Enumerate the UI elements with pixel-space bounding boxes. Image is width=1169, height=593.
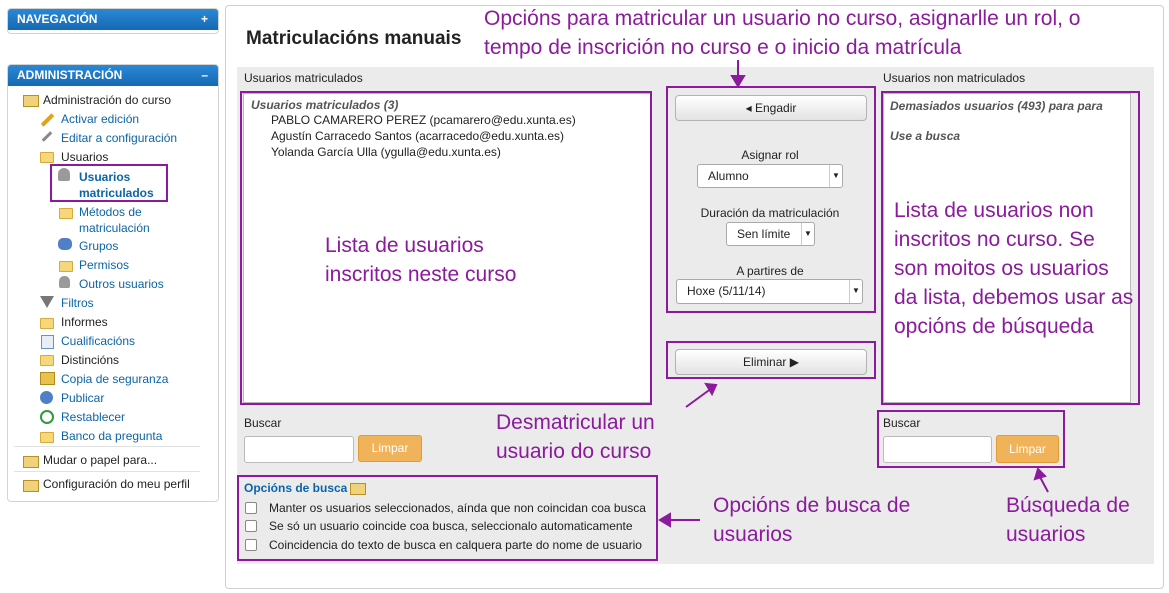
- annotation-search-options: Opcións de busca de usuarios: [713, 494, 911, 546]
- add-button[interactable]: ◂ Engadir: [675, 95, 867, 121]
- chevron-down-icon: ▼: [849, 280, 862, 303]
- sidebar-item-grades[interactable]: Cualificacións: [61, 334, 136, 348]
- administration-title: ADMINISTRACIÓN: [17, 68, 123, 82]
- sidebar-item-activate-editing[interactable]: Activar edición: [61, 112, 140, 126]
- not-enrolled-label: Usuarios non matriculados: [883, 71, 1026, 85]
- clear-button-enrolled[interactable]: Limpar: [358, 435, 422, 462]
- annotation-not-enrolled-list: Lista de usuarios non inscritos no curso. Se son moitos os usuarios da lista, debemos usar as opcións de búsqueda: [894, 199, 1134, 338]
- too-many-users-text: Demasiados usuarios (493) para para: [890, 99, 1103, 113]
- sidebar-item-enrolment-methods[interactable]: Métodos de matriculación: [79, 205, 150, 235]
- sidebar-item-users[interactable]: Usuarios: [61, 150, 109, 164]
- remove-button[interactable]: Eliminar ▶: [675, 349, 867, 375]
- duration-value: Sen límite: [737, 227, 791, 241]
- arrow-to-controls-head: [732, 76, 744, 86]
- arrow-to-remove: [686, 388, 712, 407]
- start-label: A partires de: [736, 264, 804, 278]
- list-item[interactable]: Agustín Carracedo Santos (acarracedo@edu.xunta.es): [271, 129, 565, 143]
- duration-label: Duración da matriculación: [700, 206, 840, 220]
- list-item[interactable]: PABLO CAMARERO PEREZ (pcamarero@edu.xunta.es): [271, 113, 576, 127]
- sidebar-item-course-admin[interactable]: Administración do curso: [43, 93, 172, 107]
- navigation-title: NAVEGACIÓN: [17, 12, 98, 26]
- search-options-title[interactable]: Opcións de busca: [244, 481, 348, 495]
- sidebar-item-question-bank[interactable]: Banco da pregunta: [61, 429, 163, 443]
- sidebar-item-reports[interactable]: Informes: [61, 315, 108, 329]
- keep-selected-label: Manter os usuarios seleccionados, aínda que non coincidan coa busca: [269, 501, 646, 515]
- chevron-down-icon: ▼: [829, 165, 842, 187]
- page-title: Matriculacións manuais: [246, 28, 462, 49]
- annotation-enrolled-list: Lista de usuarios inscritos neste curso: [325, 234, 517, 286]
- sidebar-item-switch-role[interactable]: Mudar o papel para...: [43, 453, 158, 467]
- search-label-left: Buscar: [244, 416, 282, 430]
- sidebar-item-publish[interactable]: Publicar: [61, 391, 105, 405]
- role-value: Alumno: [708, 169, 749, 183]
- arrow-to-user-search: [1040, 477, 1048, 492]
- arrow-to-user-search-head: [1035, 469, 1045, 479]
- sidebar-item-permissions[interactable]: Permisos: [79, 258, 130, 272]
- autoselect-label: Se só un usuario coincide coa busca, seleccionalo automaticamente: [269, 519, 633, 533]
- assign-role-label: Asignar rol: [741, 148, 799, 162]
- sidebar-item-badges[interactable]: Distincións: [61, 353, 120, 367]
- list-item[interactable]: Yolanda García Ulla (ygulla@edu.xunta.es): [271, 145, 501, 159]
- arrow-to-search-options-head: [660, 514, 670, 526]
- start-value: Hoxe (5/11/14): [687, 284, 766, 298]
- annotation-top: Opcións para matricular un usuario no curso, asignarlle un rol, o tempo de inscrición no curso e o inicio da matrícula: [484, 7, 1081, 59]
- sidebar-item-filters[interactable]: Filtros: [61, 296, 94, 310]
- search-label-right: Buscar: [883, 416, 921, 430]
- sidebar-item-reset[interactable]: Restablecer: [61, 410, 126, 424]
- sidebar-item-backup[interactable]: Copia de seguranza: [61, 372, 169, 386]
- enrolled-users-header: Usuarios matriculados (3): [251, 98, 399, 112]
- sidebar-item-profile-settings[interactable]: Configuración do meu perfil: [43, 477, 190, 491]
- use-search-text: Use a busca: [890, 129, 961, 143]
- clear-button-not-enrolled[interactable]: Limpar: [996, 435, 1059, 463]
- sidebar-item-other-users[interactable]: Outros usuarios: [79, 277, 164, 291]
- sidebar-item-enrolled-users[interactable]: Usuarios matriculados: [79, 170, 154, 200]
- enrolled-users-label: Usuarios matriculados: [244, 71, 363, 85]
- sidebar-item-groups[interactable]: Grupos: [79, 239, 119, 253]
- annotation-user-search: Búsqueda de usuarios: [1006, 494, 1130, 546]
- annotation-unenrol: Desmatricular un usuario do curso: [496, 411, 655, 463]
- match-anywhere-label: Coincidencia do texto de busca en calquera parte do nome de usuario: [269, 538, 642, 552]
- collapse-icon[interactable]: –: [201, 68, 208, 82]
- expand-icon[interactable]: +: [200, 12, 208, 26]
- sidebar-item-edit-settings[interactable]: Editar a configuración: [61, 131, 178, 145]
- chevron-down-icon: ▼: [801, 223, 814, 245]
